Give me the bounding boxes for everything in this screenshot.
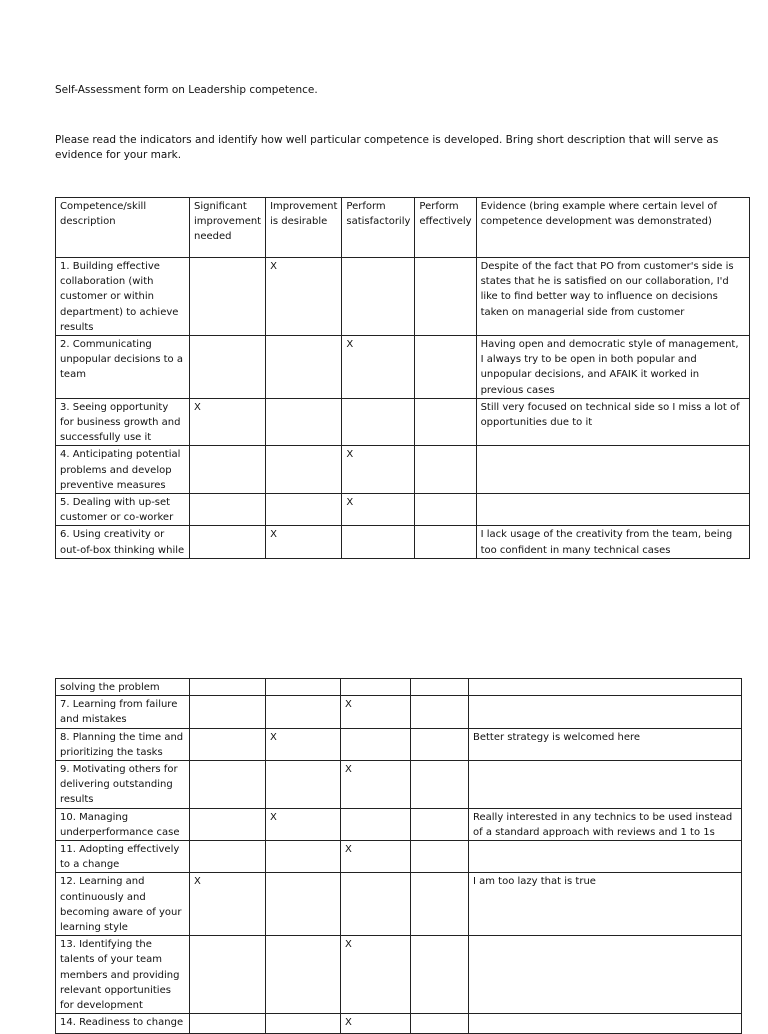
cell-competence: 12. Learning and continuously and becoming aware of your learning style <box>56 873 190 936</box>
cell-satisfactorily: X <box>341 936 411 1014</box>
table-row <box>56 446 750 494</box>
cell-desirable <box>266 841 341 873</box>
cell-desirable <box>266 873 341 936</box>
cell-evidence: Despite of the fact that PO from customer's side is states that he is satisfied on our collaboration, I'd like to find better way to influence on decisions taken on managerial side from customer <box>476 258 749 336</box>
table-row <box>56 696 742 728</box>
cell-competence: solving the problem <box>56 679 190 696</box>
cell-evidence <box>476 494 749 526</box>
cell-desirable: X <box>266 728 341 760</box>
cell-significant <box>190 808 266 840</box>
cell-evidence <box>469 936 742 1014</box>
cell-competence: 8. Planning the time and prioritizing the tasks <box>56 728 190 760</box>
cell-significant <box>190 446 266 494</box>
cell-evidence: Really interested in any technics to be used instead of a standard approach with reviews and 1 to 1s <box>469 808 742 840</box>
cell-evidence: Better strategy is welcomed here <box>469 728 742 760</box>
cell-evidence: I lack usage of the creativity from the team, being too confident in many technical cases <box>476 526 749 558</box>
cell-satisfactorily: X <box>341 761 411 809</box>
cell-satisfactorily <box>341 728 411 760</box>
cell-effectively <box>411 696 469 728</box>
cell-competence: 5. Dealing with up-set customer or co-worker <box>56 494 190 526</box>
assessment-table-page-2 <box>55 678 742 1034</box>
cell-effectively <box>415 526 476 558</box>
cell-desirable <box>266 696 341 728</box>
cell-significant: X <box>190 873 266 936</box>
cell-satisfactorily <box>341 873 411 936</box>
cell-competence: 7. Learning from failure and mistakes <box>56 696 190 728</box>
cell-competence: 4. Anticipating potential problems and develop preventive measures <box>56 446 190 494</box>
table-row <box>56 258 750 336</box>
header-significant-improvement: Significant improvement needed <box>190 198 266 258</box>
cell-significant <box>190 494 266 526</box>
table-row <box>56 808 742 840</box>
cell-effectively <box>415 258 476 336</box>
cell-desirable: X <box>266 258 342 336</box>
cell-satisfactorily <box>342 526 415 558</box>
cell-effectively <box>415 336 476 399</box>
cell-evidence <box>476 446 749 494</box>
cell-desirable: X <box>266 808 341 840</box>
cell-desirable <box>266 679 341 696</box>
table-row <box>56 398 750 446</box>
cell-competence: 10. Managing underperformance case <box>56 808 190 840</box>
cell-effectively <box>411 808 469 840</box>
cell-satisfactorily: X <box>341 696 411 728</box>
cell-satisfactorily: X <box>342 336 415 399</box>
cell-satisfactorily <box>341 679 411 696</box>
cell-effectively <box>415 494 476 526</box>
cell-effectively <box>411 761 469 809</box>
cell-desirable: X <box>266 526 342 558</box>
cell-evidence <box>469 761 742 809</box>
cell-significant <box>190 336 266 399</box>
cell-significant <box>190 679 266 696</box>
cell-satisfactorily: X <box>342 446 415 494</box>
cell-evidence: Still very focused on technical side so I miss a lot of opportunities due to it <box>476 398 749 446</box>
cell-satisfactorily: X <box>341 1014 411 1034</box>
cell-desirable <box>266 936 341 1014</box>
assessment-table-page-1 <box>55 197 750 559</box>
cell-satisfactorily <box>342 258 415 336</box>
header-perform-satisfactorily: Perform satisfactorily <box>342 198 415 258</box>
table-row <box>56 526 750 558</box>
cell-competence: 11. Adopting effectively to a change <box>56 841 190 873</box>
cell-desirable <box>266 494 342 526</box>
cell-competence: 6. Using creativity or out-of-box thinking while <box>56 526 190 558</box>
cell-desirable <box>266 761 341 809</box>
cell-evidence <box>469 679 742 696</box>
cell-competence: 9. Motivating others for delivering outstanding results <box>56 761 190 809</box>
cell-satisfactorily: X <box>341 841 411 873</box>
form-title: Self-Assessment form on Leadership competence. <box>55 84 318 96</box>
cell-evidence: I am too lazy that is true <box>469 873 742 936</box>
form-instructions: Please read the indicators and identify how well particular competence is developed. Bring short description that will serve as evidence for your mark. <box>55 134 719 161</box>
cell-evidence <box>469 841 742 873</box>
cell-competence: 14. Readiness to change <box>56 1014 190 1034</box>
cell-desirable <box>266 446 342 494</box>
header-competence: Competence/skill description <box>56 198 190 258</box>
header-perform-effectively: Perform effectively <box>415 198 476 258</box>
cell-significant <box>190 526 266 558</box>
header-evidence: Evidence (bring example where certain level of competence development was demonstrated) <box>476 198 749 258</box>
cell-significant <box>190 841 266 873</box>
cell-effectively <box>411 873 469 936</box>
cell-competence: 13. Identifying the talents of your team members and providing relevant opportunities for development <box>56 936 190 1014</box>
cell-significant <box>190 696 266 728</box>
cell-satisfactorily <box>341 808 411 840</box>
cell-evidence <box>469 696 742 728</box>
cell-evidence: Having open and democratic style of management, I always try to be open in both popular and unpopular decisions, and AFAIK it worked in previous cases <box>476 336 749 399</box>
table-row <box>56 728 742 760</box>
cell-significant <box>190 936 266 1014</box>
table-row <box>56 761 742 809</box>
cell-effectively <box>411 936 469 1014</box>
cell-significant: X <box>190 398 266 446</box>
table-row <box>56 873 742 936</box>
cell-effectively <box>415 398 476 446</box>
table-row <box>56 494 750 526</box>
cell-satisfactorily <box>342 398 415 446</box>
cell-competence: 3. Seeing opportunity for business growth and successfully use it <box>56 398 190 446</box>
cell-effectively <box>415 446 476 494</box>
header-improvement-desirable: Improvement is desirable <box>266 198 342 258</box>
cell-significant <box>190 761 266 809</box>
table-row <box>56 936 742 1014</box>
table-row <box>56 679 742 696</box>
cell-desirable <box>266 398 342 446</box>
cell-effectively <box>411 841 469 873</box>
cell-significant <box>190 728 266 760</box>
table-row <box>56 336 750 399</box>
cell-satisfactorily: X <box>342 494 415 526</box>
cell-significant <box>190 258 266 336</box>
cell-desirable <box>266 336 342 399</box>
cell-competence: 1. Building effective collaboration (with customer or within department) to achieve results <box>56 258 190 336</box>
table-header-row <box>56 198 750 258</box>
cell-effectively <box>411 728 469 760</box>
cell-effectively <box>411 679 469 696</box>
table-row <box>56 841 742 873</box>
cell-competence: 2. Communicating unpopular decisions to a team <box>56 336 190 399</box>
